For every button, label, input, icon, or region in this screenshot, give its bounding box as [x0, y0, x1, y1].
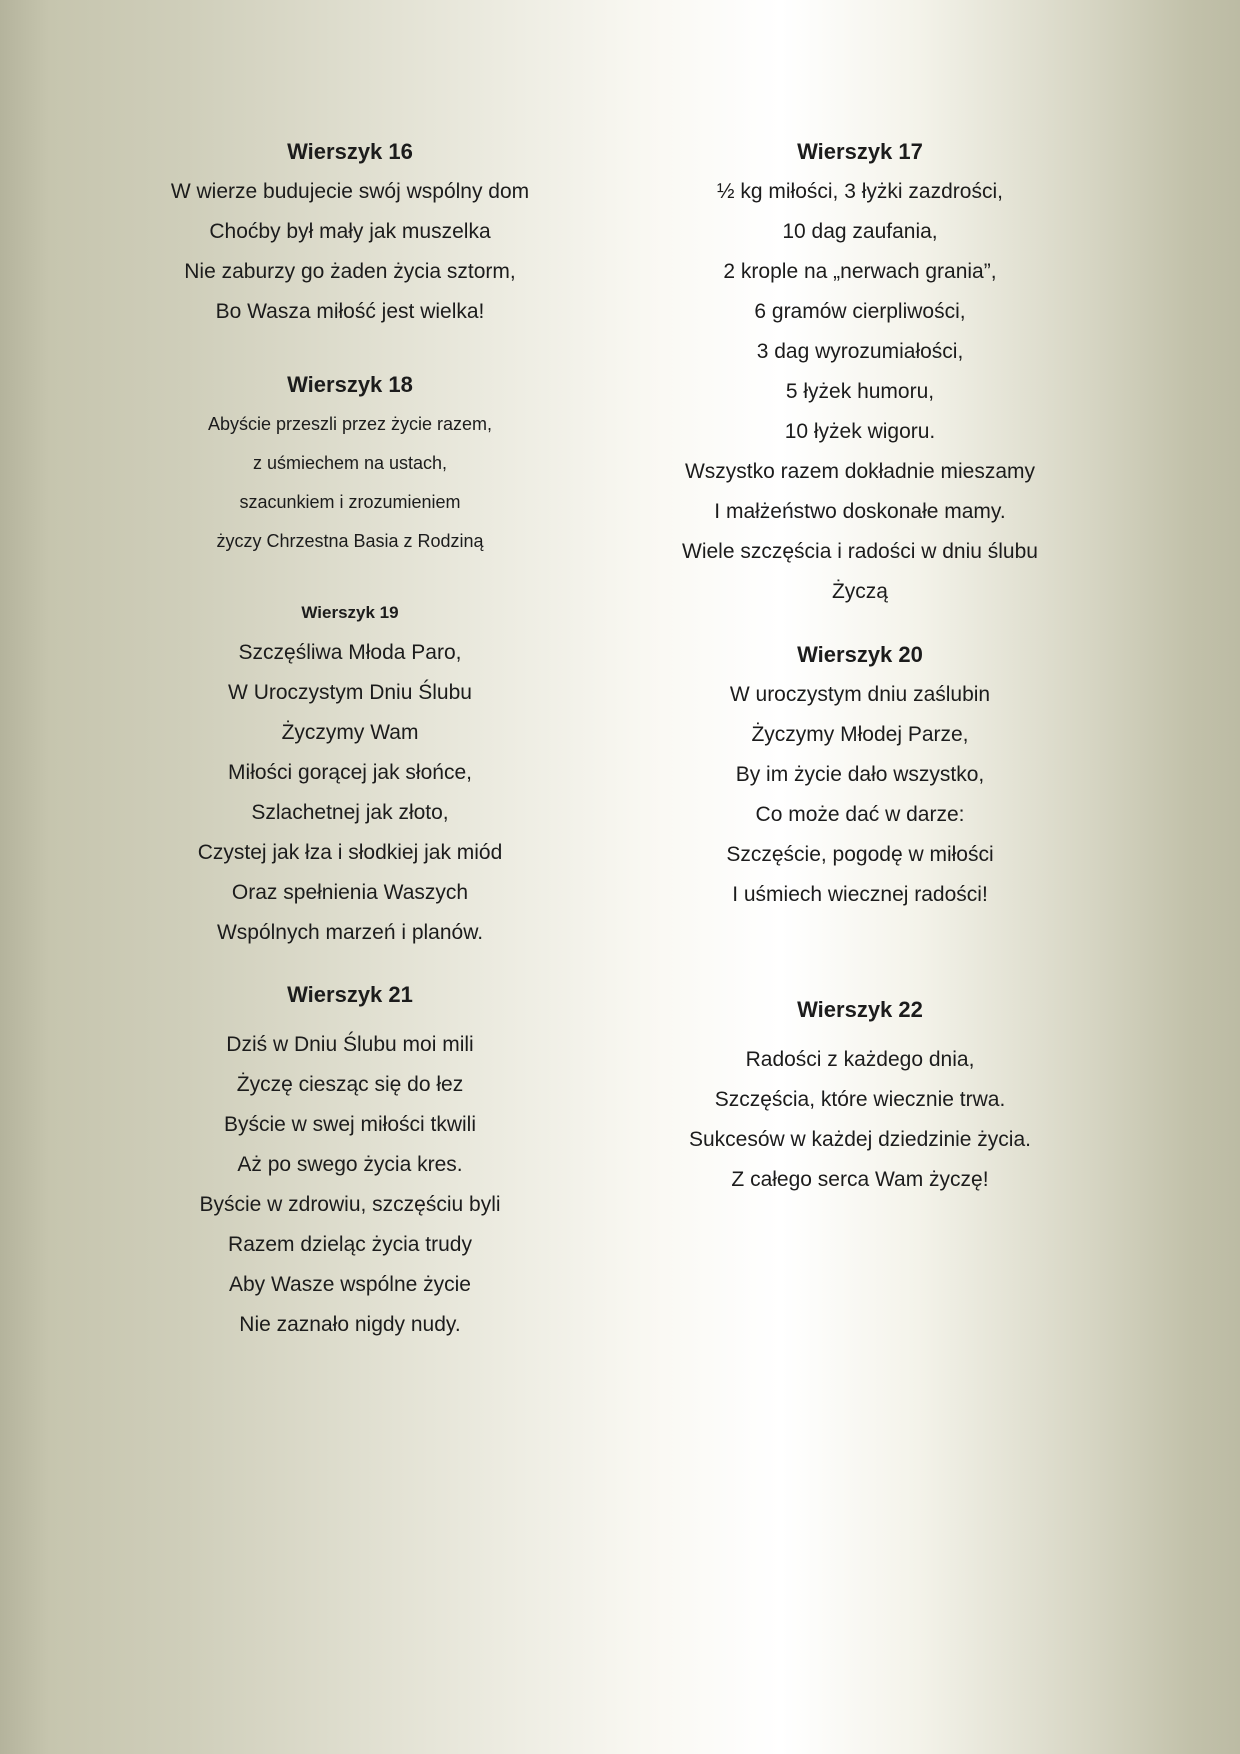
- poem-title: Wierszyk 22: [797, 997, 923, 1022]
- poem-line: Wspólnych marzeń i planów.: [216, 921, 484, 944]
- poem: [100, 365, 600, 561]
- poem-line: W Uroczystym Dniu Ślubu: [228, 681, 472, 704]
- poem-line: Szczęście, pogodę w miłości: [726, 843, 994, 866]
- poem-line: 2 krople na „nerwach grania”,: [723, 260, 997, 283]
- poem-line: W uroczystym dniu zaślubin: [729, 683, 991, 706]
- poem-line: ½ kg miłości, 3 łyżki zazdrości,: [717, 180, 1003, 203]
- poem-title: Wierszyk 21: [287, 982, 413, 1007]
- poem-line: 10 łyżek wigoru.: [784, 420, 936, 443]
- poem-line: Czystej jak łza i słodkiej jak miód: [197, 841, 503, 864]
- poem: [100, 132, 600, 332]
- poem-line: I uśmiech wiecznej radości!: [732, 883, 988, 906]
- poem-line: 3 dag wyrozumiałości,: [756, 340, 964, 363]
- poem-line: Nie zaburzy go żaden życia sztorm,: [184, 260, 516, 283]
- poem-line: Życzę ciesząc się do łez: [236, 1073, 464, 1096]
- poem-line: Byście w swej miłości tkwili: [223, 1113, 477, 1136]
- poem-line: Wiele szczęścia i radości w dniu ślubu: [682, 540, 1038, 563]
- poem: [100, 593, 600, 953]
- poem-line: W wierze budujecie swój wspólny dom: [170, 180, 530, 203]
- poem-line: Bo Wasza miłość jest wielka!: [215, 300, 485, 323]
- poem-line: Aby Wasze wspólne życie: [229, 1273, 471, 1296]
- poem-line: Miłości gorącej jak słońce,: [228, 761, 472, 784]
- poem-line: 5 łyżek humoru,: [785, 380, 935, 403]
- poem-line: Nie zaznało nigdy nudy.: [239, 1313, 461, 1336]
- poem-line: Życzymy Młodej Parze,: [751, 723, 969, 746]
- poem-title: Wierszyk 16: [287, 139, 413, 164]
- poem: [610, 990, 1110, 1200]
- poem-line: Wszystko razem dokładnie mieszamy: [684, 460, 1036, 483]
- poem-line: Radości z każdego dnia,: [745, 1048, 975, 1071]
- poems-column-left: [100, 0, 600, 1754]
- poem-line: Sukcesów w każdej dziedzinie życia.: [689, 1128, 1031, 1151]
- poem-line: Szlachetnej jak złoto,: [251, 801, 449, 824]
- poem: [610, 635, 1110, 915]
- poem-line: 10 dag zaufania,: [782, 220, 938, 243]
- poem-line: Życzą: [831, 580, 888, 603]
- poem-line: 6 gramów cierpliwości,: [754, 300, 966, 323]
- poem: [100, 975, 600, 1345]
- poem-line: Aż po swego życia kres.: [237, 1153, 463, 1176]
- poem-title: Wierszyk 20: [797, 642, 923, 667]
- poem-line: Oraz spełnienia Waszych: [231, 881, 469, 904]
- poem-line: Dziś w Dniu Ślubu moi mili: [226, 1033, 474, 1056]
- poem-line: Z całego serca Wam życzę!: [731, 1168, 989, 1191]
- poem-line: życzy Chrzestna Basia z Rodziną: [216, 531, 484, 551]
- poem-line: z uśmiechem na ustach,: [252, 453, 448, 473]
- poem-line: Byście w zdrowiu, szczęściu byli: [199, 1193, 501, 1216]
- poem-line: szacunkiem i zrozumieniem: [239, 492, 461, 512]
- poem-line: Co może dać w darze:: [755, 803, 965, 826]
- poem-line: Szczęśliwa Młoda Paro,: [238, 641, 462, 664]
- poem-title: Wierszyk 18: [287, 372, 413, 397]
- poem: [610, 132, 1110, 612]
- poem-title: Wierszyk 17: [797, 139, 923, 164]
- poem-line: Życzymy Wam: [281, 721, 419, 744]
- poem-line: By im życie dało wszystko,: [735, 763, 985, 786]
- poem-line: Razem dzieląc życia trudy: [228, 1233, 472, 1256]
- poem-line: Abyście przeszli przez życie razem,: [207, 414, 493, 434]
- poem-line: Choćby był mały jak muszelka: [209, 220, 491, 243]
- poem-line: Szczęścia, które wiecznie trwa.: [714, 1088, 1006, 1111]
- poem-title: Wierszyk 19: [301, 603, 399, 622]
- poem-line: I małżeństwo doskonałe mamy.: [714, 500, 1006, 523]
- poems-column-right: [610, 0, 1110, 1754]
